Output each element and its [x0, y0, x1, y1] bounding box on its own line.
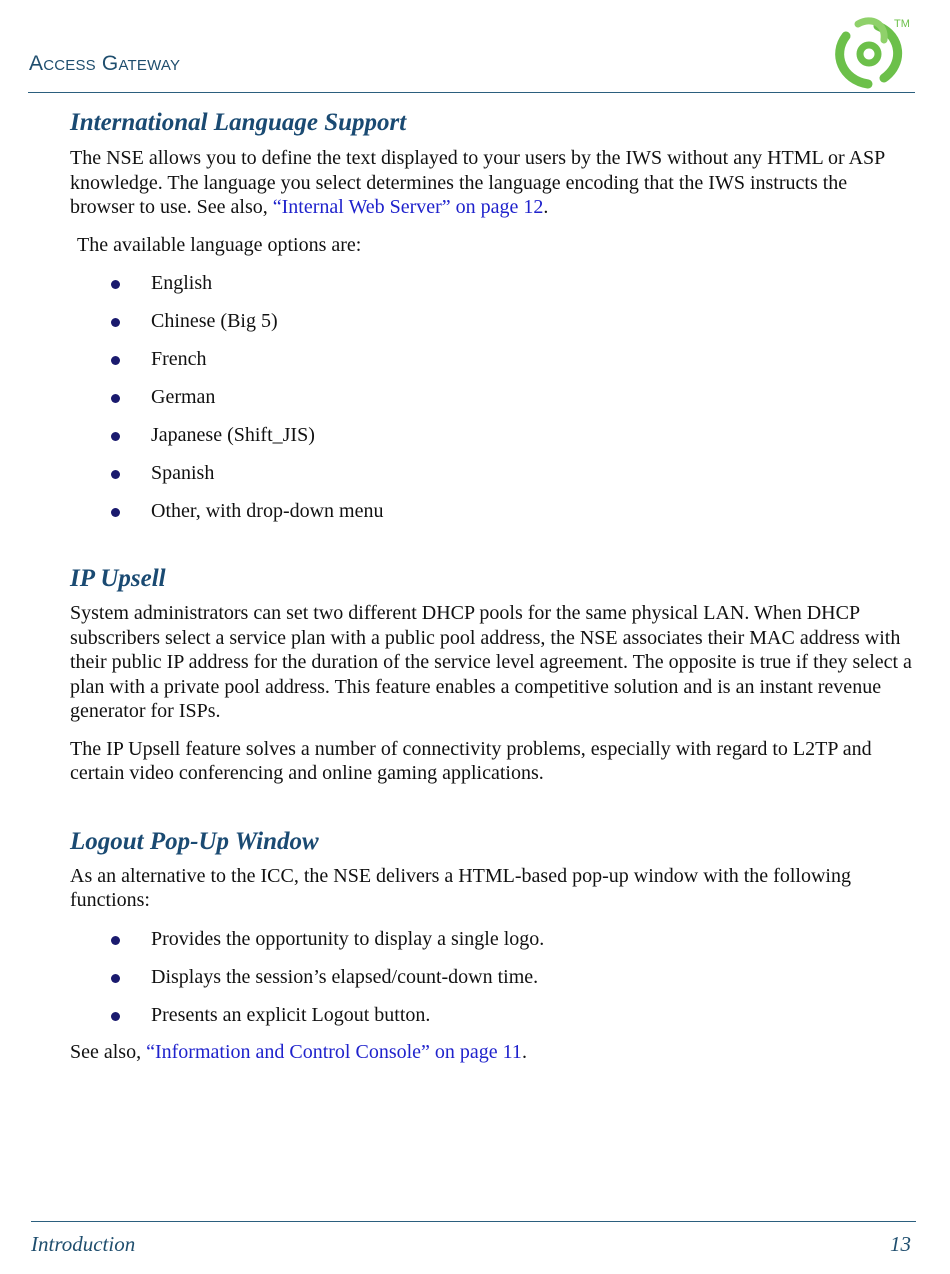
section-heading-logout-popup-window: Logout Pop-Up Window	[70, 827, 319, 855]
logout-intro: As an alternative to the ICC, the NSE delivers a HTML-based pop-up window with the following functions:	[70, 864, 851, 911]
information-control-console-link[interactable]: “Information and Control Console” on page 11	[146, 1040, 522, 1063]
language-option: German	[151, 386, 216, 408]
internal-web-server-link[interactable]: “Internal Web Server” on page 12	[272, 196, 544, 218]
list-item	[70, 1003, 915, 1027]
list-item	[70, 271, 915, 295]
see-also-prefix: See also,	[70, 1040, 147, 1063]
bullet-icon	[111, 432, 120, 441]
company-logo	[828, 14, 912, 90]
logout-function: Presents an explicit Logout button.	[151, 1003, 431, 1026]
language-options-list	[70, 271, 915, 523]
intl-paragraph	[70, 146, 915, 220]
bullet-icon	[111, 280, 120, 289]
swirl-logo-icon	[840, 21, 898, 84]
see-also-suffix: .	[521, 1040, 527, 1063]
intl-paragraph-text: The NSE allows you to define the text displayed to your users by the IWS without any HTML or ASP knowledge. The language you select determines the language encoding that the IWS instructs the browser to use. See also,	[70, 147, 885, 218]
language-option: French	[151, 348, 207, 370]
logout-functions-list	[70, 927, 915, 1027]
bullet-icon	[111, 936, 120, 945]
list-item	[70, 965, 915, 989]
section-heading-international-language-support: International Language Support	[70, 109, 407, 136]
list-item	[70, 461, 915, 485]
header-title: Access Gateway	[29, 52, 181, 75]
bullet-icon	[111, 356, 120, 365]
options-intro: The available language options are:	[77, 233, 362, 256]
bullet-icon	[111, 394, 120, 403]
logout-function: Displays the session’s elapsed/count-down time.	[151, 965, 539, 988]
list-item	[70, 347, 915, 371]
language-option: Other, with drop-down menu	[151, 500, 384, 522]
list-item	[70, 927, 915, 951]
upsell-paragraph-1: System administrators can set two different DHCP pools for the same physical LAN. When DHCP subscribers select a service plan with a public pool address, the NSE associates their MAC address with their public IP address for the duration of the service level agreement. The opposite is true if they select a plan with a private pool address. This feature enables a competitive solution and is an instant revenue generator for ISPs.	[70, 602, 912, 722]
page-number: 13	[890, 1232, 911, 1256]
language-option: English	[151, 272, 213, 294]
list-item	[70, 309, 915, 333]
bullet-icon	[111, 318, 120, 327]
language-option: Chinese (Big 5)	[151, 310, 278, 332]
intl-paragraph-end: .	[543, 196, 549, 218]
bullet-icon	[111, 974, 120, 983]
see-also-paragraph	[70, 1040, 915, 1065]
list-item	[70, 423, 915, 447]
header-rule	[28, 92, 915, 93]
trademark-mark: TM	[894, 18, 910, 30]
section-heading-ip-upsell: IP Upsell	[70, 565, 166, 592]
page-body	[70, 106, 915, 1064]
bullet-icon	[111, 470, 120, 479]
language-option: Spanish	[151, 462, 215, 484]
upsell-paragraph-2: The IP Upsell feature solves a number of connectivity problems, especially with regard to L2TP and certain video conferencing and online gaming applications.	[70, 737, 872, 784]
language-option: Japanese (Shift_JIS)	[151, 424, 315, 446]
list-item	[70, 499, 915, 523]
logout-function: Provides the opportunity to display a single logo.	[151, 927, 545, 950]
footer-section-name: Introduction	[31, 1232, 136, 1256]
bullet-icon	[111, 1012, 120, 1021]
list-item	[70, 385, 915, 409]
bullet-icon	[111, 508, 120, 517]
footer-rule	[31, 1221, 916, 1222]
